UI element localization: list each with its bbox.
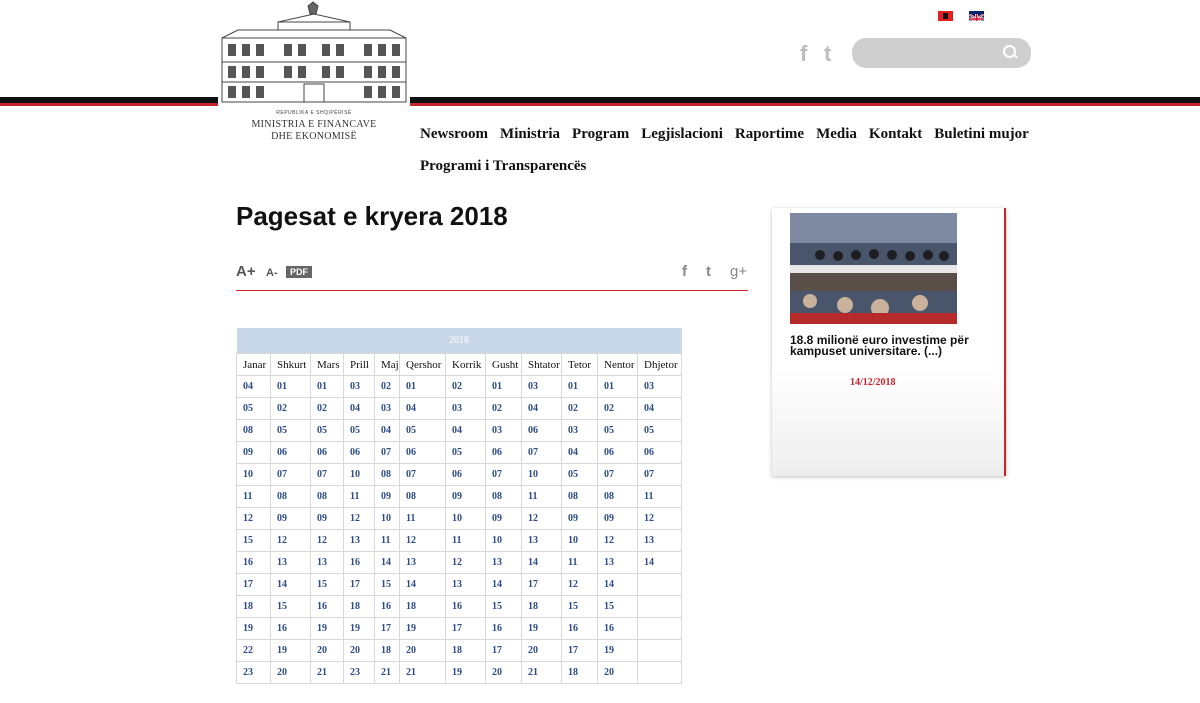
payment-day-link[interactable]: 17 [446,618,486,640]
payment-day-link[interactable]: 19 [446,662,486,684]
header-stripe-red [0,103,1200,106]
logo-republic-text: REPUBLIKA E SHQIPËRISË [276,110,352,116]
payment-day-link[interactable]: 15 [237,530,271,552]
payment-day-link[interactable]: 08 [400,486,446,508]
payment-day-link[interactable]: 01 [271,376,311,398]
month-header-tetor: Tetor [562,354,598,376]
payment-day-link[interactable]: 05 [638,420,682,442]
payment-day-link[interactable]: 13 [446,574,486,596]
news-image[interactable] [790,213,957,324]
payment-day-link[interactable]: 19 [598,640,638,662]
payment-day-link[interactable]: 21 [400,662,446,684]
payment-day-link[interactable]: 09 [311,508,344,530]
payment-day-link[interactable]: 07 [522,442,562,464]
payment-day-link[interactable]: 12 [344,508,375,530]
payment-day-link[interactable]: 16 [486,618,522,640]
payment-day-link[interactable]: 16 [446,596,486,618]
nav-legjislacioni[interactable]: Legjislacioni [641,125,723,142]
payment-day-link[interactable]: 12 [598,530,638,552]
payment-day-link[interactable]: 08 [562,486,598,508]
payment-day-link[interactable]: 18 [344,596,375,618]
table-row [237,618,682,640]
payment-day-link[interactable]: 09 [598,508,638,530]
payment-day-link[interactable]: 04 [400,398,446,420]
share-facebook-icon[interactable]: f [682,263,687,280]
conference-photo-icon [790,213,957,324]
payment-day-link[interactable]: 17 [522,574,562,596]
news-title[interactable]: 18.8 milionë euro investime për kampuset universitare. (...) [790,333,969,358]
logo-ministry-name [218,119,410,143]
payment-day-link[interactable]: 02 [311,398,344,420]
payment-day-link[interactable]: 16 [271,618,311,640]
nav-buletini-mujor[interactable]: Buletini mujor [934,125,1029,142]
payment-day-link[interactable]: 12 [522,508,562,530]
payment-day-link[interactable]: 08 [486,486,522,508]
payment-day-link[interactable]: 11 [400,508,446,530]
payment-day-link[interactable]: 15 [311,574,344,596]
payment-day-link[interactable]: 09 [237,442,271,464]
payment-day-link[interactable]: 20 [522,640,562,662]
payment-day-link[interactable]: 16 [562,618,598,640]
payment-day-link[interactable]: 19 [311,618,344,640]
table-row [237,486,682,508]
payment-day-link[interactable]: 19 [344,618,375,640]
payment-day-link[interactable]: 12 [562,574,598,596]
payment-day-link[interactable]: 09 [271,508,311,530]
payment-day-link[interactable]: 14 [271,574,311,596]
payment-day-link[interactable]: 16 [237,552,271,574]
payment-day-link[interactable]: 02 [446,376,486,398]
payment-day-link[interactable]: 18 [562,662,598,684]
payment-day-link[interactable]: 06 [598,442,638,464]
payment-day-link[interactable]: 17 [344,574,375,596]
payment-day-link[interactable]: 19 [237,618,271,640]
payment-day-link[interactable]: 16 [375,596,400,618]
payment-day-link[interactable]: 14 [486,574,522,596]
payment-day-link[interactable]: 22 [237,640,271,662]
title-divider [236,290,748,291]
payment-day-link[interactable]: 12 [311,530,344,552]
payment-day-link[interactable]: 20 [486,662,522,684]
payment-day-link[interactable]: 12 [446,552,486,574]
month-header-row [237,354,682,376]
payment-day-link [638,618,682,640]
payment-day-link[interactable]: 09 [446,486,486,508]
payment-day-link[interactable]: 11 [522,486,562,508]
payment-day-link[interactable]: 13 [344,530,375,552]
nav-ministria[interactable]: Ministria [500,125,561,142]
payment-day-link[interactable]: 20 [344,640,375,662]
payment-day-link[interactable]: 06 [344,442,375,464]
payment-day-link[interactable]: 11 [638,486,682,508]
payment-day-link[interactable]: 21 [522,662,562,684]
payment-day-link[interactable]: 06 [446,464,486,486]
payment-day-link[interactable]: 15 [562,596,598,618]
payment-day-link[interactable]: 13 [486,552,522,574]
nav-newsroom[interactable]: Newsroom [420,125,489,142]
month-header-gusht: Gusht [486,354,522,376]
share-twitter-icon[interactable]: t [706,263,711,280]
month-header-maj: Maj [375,354,400,376]
payment-day-link[interactable]: 10 [522,464,562,486]
payment-day-link[interactable]: 19 [271,640,311,662]
payment-day-link[interactable]: 14 [400,574,446,596]
payment-day-link[interactable]: 03 [446,398,486,420]
payment-day-link[interactable]: 17 [486,640,522,662]
payment-day-link[interactable]: 01 [562,376,598,398]
nav-row-2 [420,150,1020,182]
share-googleplus-icon[interactable]: g+ [730,263,748,280]
payment-day-link[interactable]: 07 [486,464,522,486]
nav-programi-transparences[interactable]: Programi i Transparencës [420,157,587,174]
payment-day-link[interactable]: 13 [598,552,638,574]
payment-day-link[interactable]: 11 [446,530,486,552]
payment-day-link[interactable]: 09 [375,486,400,508]
payment-day-link[interactable]: 08 [311,486,344,508]
union-jack-icon [969,14,984,21]
payment-day-link[interactable]: 06 [271,442,311,464]
news-date: 14/12/2018 [850,377,896,388]
payment-day-link[interactable]: 07 [598,464,638,486]
payment-day-link[interactable]: 01 [598,376,638,398]
logo-name-line1: MINISTRIA E FINANCAVE [251,119,377,130]
payment-day-link[interactable]: 07 [400,464,446,486]
month-header-qershor: Qershor [400,354,446,376]
table-row [237,662,682,684]
payment-day-link[interactable]: 06 [311,442,344,464]
payment-day-link[interactable]: 05 [271,420,311,442]
payment-day-link[interactable]: 14 [522,552,562,574]
payment-day-link[interactable]: 02 [562,398,598,420]
payment-day-link[interactable]: 04 [344,398,375,420]
nav-row-1 [420,118,1029,150]
page-title: Pagesat e kryera 2018 [236,201,508,231]
payment-day-link[interactable]: 15 [598,596,638,618]
logo-name-line2: DHE EKONOMISË [271,131,357,142]
search-icon[interactable] [1003,45,1016,58]
table-row [237,420,682,442]
payment-day-link[interactable]: 01 [400,376,446,398]
payment-day-link[interactable]: 05 [237,398,271,420]
table-row [237,464,682,486]
payment-day-link[interactable]: 02 [375,376,400,398]
payment-day-link[interactable]: 07 [375,442,400,464]
table-row [237,508,682,530]
eagle-icon [943,13,948,19]
font-decrease-button[interactable]: A- [266,267,278,279]
payment-day-link[interactable]: 04 [375,420,400,442]
payment-day-link[interactable]: 08 [375,464,400,486]
payment-day-link[interactable]: 10 [486,530,522,552]
nav-media[interactable]: Media [816,125,857,142]
table-row [237,596,682,618]
payment-day-link[interactable]: 18 [400,596,446,618]
payment-day-link [638,640,682,662]
ministry-logo[interactable] [218,0,410,156]
payment-day-link[interactable]: 12 [271,530,311,552]
twitter-icon[interactable]: t [824,41,832,66]
nav-kontakt[interactable]: Kontakt [868,125,923,142]
payment-day-link[interactable]: 05 [344,420,375,442]
payment-day-link[interactable]: 16 [598,618,638,640]
payment-day-link[interactable]: 15 [486,596,522,618]
payment-day-link[interactable]: 05 [446,442,486,464]
payment-day-link[interactable]: 05 [598,420,638,442]
payment-day-link[interactable]: 04 [522,398,562,420]
payment-day-link[interactable]: 02 [486,398,522,420]
language-flag-albanian[interactable] [938,11,953,21]
payment-day-link[interactable]: 17 [237,574,271,596]
table-row [237,552,682,574]
payment-day-link[interactable]: 06 [638,442,682,464]
month-header-shtator: Shtator [522,354,562,376]
payment-day-link[interactable]: 10 [344,464,375,486]
month-header-shkurt: Shkurt [271,354,311,376]
month-header-dhjetor: Dhjetor [638,354,682,376]
payment-day-link[interactable]: 10 [375,508,400,530]
calendar-year-header: 2018 [237,328,682,354]
table-row [237,442,682,464]
month-header-prill: Prill [344,354,375,376]
payment-day-link[interactable]: 08 [237,420,271,442]
payments-calendar-table [236,328,682,684]
payment-day-link[interactable]: 10 [446,508,486,530]
payment-day-link[interactable]: 12 [400,530,446,552]
payment-day-link[interactable]: 13 [311,552,344,574]
building-logo-icon [218,0,410,108]
payment-day-link[interactable]: 11 [237,486,271,508]
payment-day-link[interactable]: 05 [311,420,344,442]
payment-day-link[interactable]: 17 [375,618,400,640]
payment-day-link[interactable]: 14 [375,552,400,574]
payment-day-link[interactable]: 02 [598,398,638,420]
payment-day-link[interactable]: 20 [311,640,344,662]
payment-day-link[interactable]: 11 [344,486,375,508]
payment-day-link[interactable]: 03 [638,376,682,398]
payment-day-link[interactable]: 16 [344,552,375,574]
payment-day-link[interactable]: 17 [562,640,598,662]
payment-day-link[interactable]: 14 [598,574,638,596]
payment-day-link[interactable]: 04 [562,442,598,464]
payment-day-link[interactable]: 04 [237,376,271,398]
payment-day-link[interactable]: 01 [486,376,522,398]
payment-day-link[interactable]: 19 [522,618,562,640]
table-row [237,398,682,420]
payment-day-link[interactable]: 06 [522,420,562,442]
pdf-button[interactable]: PDF [286,266,312,278]
nav-raportime[interactable]: Raportime [734,125,805,142]
payment-day-link[interactable]: 06 [486,442,522,464]
payment-day-link[interactable]: 15 [271,596,311,618]
payment-day-link[interactable]: 11 [562,552,598,574]
payment-day-link[interactable]: 12 [237,508,271,530]
payment-day-link[interactable]: 16 [311,596,344,618]
month-header-janar: Janar [237,354,271,376]
payment-day-link[interactable]: 08 [598,486,638,508]
payment-day-link[interactable]: 03 [375,398,400,420]
payment-day-link [638,596,682,618]
news-card[interactable] [772,208,1006,476]
payment-day-link[interactable]: 10 [562,530,598,552]
payment-day-link[interactable]: 18 [522,596,562,618]
table-row [237,530,682,552]
payment-day-link[interactable]: 11 [375,530,400,552]
payment-day-link[interactable]: 18 [237,596,271,618]
payment-day-link[interactable]: 04 [638,398,682,420]
month-header-nentor: Nentor [598,354,638,376]
payment-day-link[interactable]: 21 [311,662,344,684]
payment-day-link[interactable]: 18 [375,640,400,662]
nav-program[interactable]: Program [572,125,630,142]
table-row [237,574,682,596]
payment-day-link[interactable]: 13 [271,552,311,574]
table-row [237,640,682,662]
payment-day-link[interactable]: 05 [400,420,446,442]
payment-day-link[interactable]: 07 [638,464,682,486]
payment-day-link[interactable]: 07 [271,464,311,486]
month-header-mars: Mars [311,354,344,376]
payment-day-link[interactable]: 14 [638,552,682,574]
payment-day-link [638,574,682,596]
payment-day-link[interactable]: 03 [562,420,598,442]
payment-day-link[interactable]: 23 [344,662,375,684]
payment-day-link[interactable]: 03 [486,420,522,442]
payment-day-link[interactable]: 12 [638,508,682,530]
payment-day-link[interactable]: 20 [400,640,446,662]
payment-day-link[interactable]: 03 [522,376,562,398]
payment-day-link[interactable]: 05 [562,464,598,486]
payment-day-link[interactable]: 06 [400,442,446,464]
payment-day-link[interactable]: 21 [375,662,400,684]
facebook-icon[interactable]: f [800,41,808,66]
payment-day-link[interactable]: 15 [375,574,400,596]
payment-day-link[interactable]: 19 [400,618,446,640]
payment-day-link[interactable]: 13 [400,552,446,574]
payment-day-link[interactable]: 02 [271,398,311,420]
month-header-korrik: Korrik [446,354,486,376]
payment-day-link [638,662,682,684]
payment-day-link[interactable]: 13 [638,530,682,552]
payment-day-link[interactable]: 23 [237,662,271,684]
payment-day-link[interactable]: 09 [486,508,522,530]
payment-day-link[interactable]: 10 [237,464,271,486]
payment-day-link[interactable]: 09 [562,508,598,530]
payment-day-link[interactable]: 07 [311,464,344,486]
payment-day-link[interactable]: 18 [446,640,486,662]
table-row [237,376,682,398]
language-flag-english[interactable] [969,11,984,21]
payment-day-link[interactable]: 20 [271,662,311,684]
font-increase-button[interactable]: A+ [236,263,256,280]
payment-day-link[interactable]: 01 [311,376,344,398]
payment-day-link[interactable]: 13 [522,530,562,552]
main-navigation [420,118,1029,182]
payment-day-link[interactable]: 04 [446,420,486,442]
payment-day-link[interactable]: 20 [598,662,638,684]
payment-day-link[interactable]: 08 [271,486,311,508]
payment-day-link[interactable]: 03 [344,376,375,398]
